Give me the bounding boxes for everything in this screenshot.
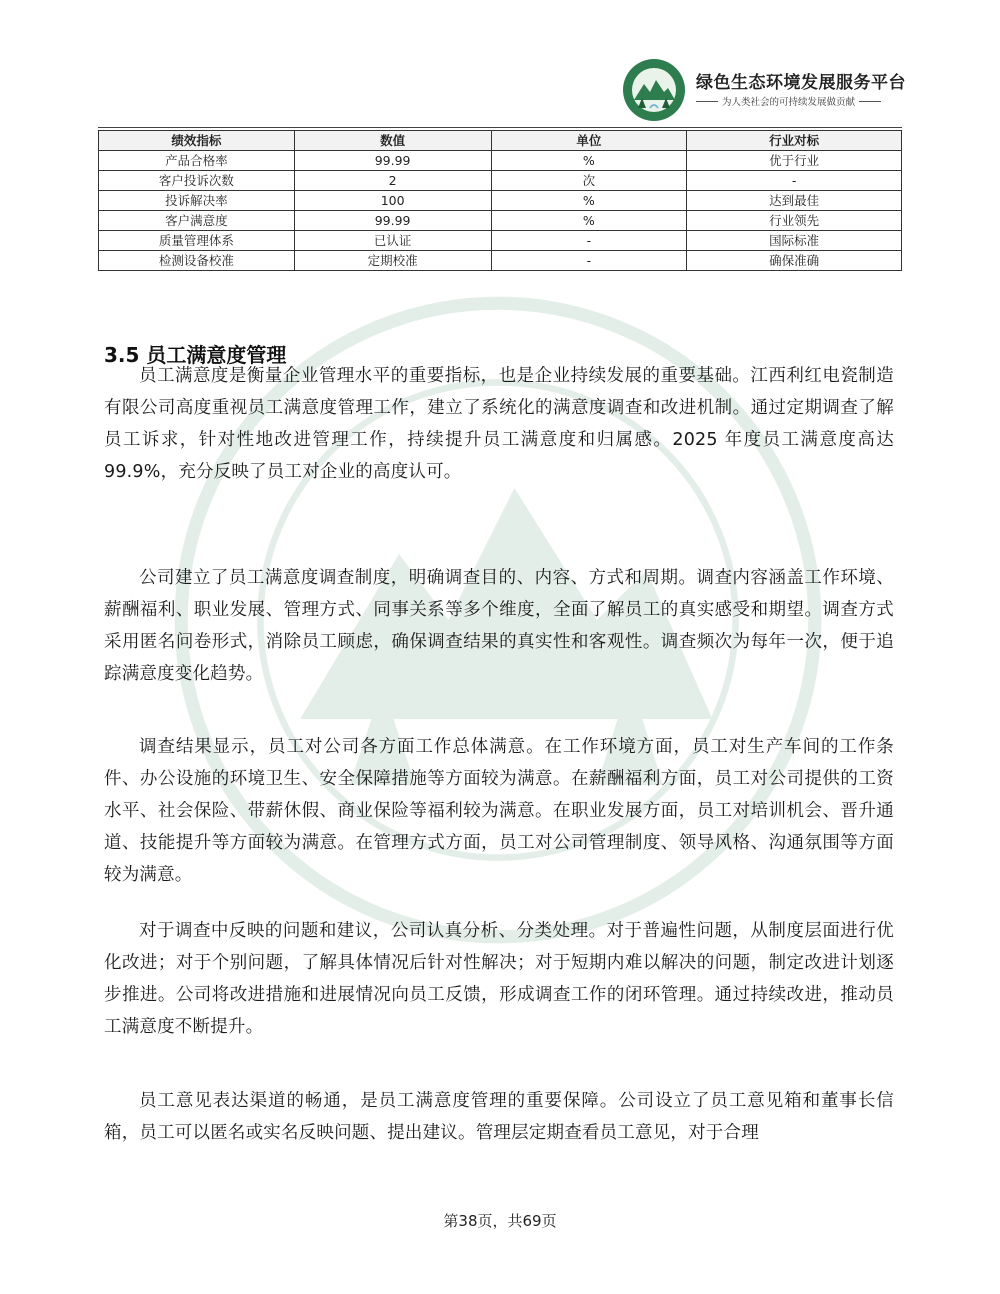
body-paragraph: 员工满意度是衡量企业管理水平的重要指标，也是企业持续发展的重要基础。江西利红电瓷制造有限公司高度重视员工满意度管理工作，建立了系统化的满意度调查和改进机制。通过定期调查了解员工诉求，针对性地改进管理工作，持续提升员工满意度和归属感。2025 年度员工满意度高达 99.9%，充分反映了员工对企业的高度认可。 (104, 366, 894, 482)
table-cell: 定期校准 (294, 251, 491, 271)
table-cell: 2 (294, 171, 491, 191)
table-row (99, 191, 902, 211)
table-cell: 99.99 (294, 151, 491, 171)
table-cell: % (491, 191, 687, 211)
column-header: 行业对标 (687, 131, 902, 151)
table-cell: 客户投诉次数 (99, 171, 295, 191)
table-cell: 次 (491, 171, 687, 191)
table-row (99, 171, 902, 191)
performance-metrics-table (98, 130, 902, 271)
table-row (99, 231, 902, 251)
table-cell: 投诉解决率 (99, 191, 295, 211)
column-header: 绩效指标 (99, 131, 295, 151)
table-cell: % (491, 151, 687, 171)
body-paragraph: 员工意见表达渠道的畅通，是员工满意度管理的重要保障。公司设立了员工意见箱和董事长信箱，员工可以匿名或实名反映问题、提出建议。管理层定期查看员工意见，对于合理 (104, 1091, 894, 1143)
page-number: 第38页，共69页 (443, 1212, 557, 1230)
table-cell: - (491, 251, 687, 271)
table-cell: 100 (294, 191, 491, 211)
slogan-dash-right (859, 101, 881, 102)
table-cell: - (491, 231, 687, 251)
brand-slogan-text: 为人类社会的可持续发展做贡献 (722, 97, 856, 108)
table-row (99, 211, 902, 231)
body-paragraph: 公司建立了员工满意度调查制度，明确调查目的、内容、方式和周期。调查内容涵盖工作环境、薪酬福利、职业发展、管理方式、同事关系等多个维度，全面了解员工的真实感受和期望。调查方式采用匿名问卷形式，消除员工顾虑，确保调查结果的真实性和客观性。调查频次为每年一次，便于追踪满意度变化趋势。 (104, 568, 894, 684)
table-cell: 国际标准 (687, 231, 902, 251)
table-cell: 客户满意度 (99, 211, 295, 231)
table-cell: 优于行业 (687, 151, 902, 171)
table-cell: 已认证 (294, 231, 491, 251)
table-header-row (99, 131, 902, 151)
table-cell: 检测设备校准 (99, 251, 295, 271)
table-row (99, 251, 902, 271)
table-cell: 质量管理体系 (99, 231, 295, 251)
table-cell: 达到最佳 (687, 191, 902, 211)
table-cell: 确保准确 (687, 251, 902, 271)
page-header (622, 58, 906, 122)
table-cell: 行业领先 (687, 211, 902, 231)
platform-logo (622, 58, 686, 122)
body-paragraph: 调查结果显示，员工对公司各方面工作总体满意。在工作环境方面，员工对生产车间的工作条件、办公设施的环境卫生、安全保障措施等方面较为满意。在薪酬福利方面，员工对公司提供的工资水平、社会保险、带薪休假、商业保险等福利较为满意。在职业发展方面，员工对培训机会、晋升通道、技能提升等方面较为满意。在管理方式方面，员工对公司管理制度、领导风格、沟通氛围等方面较为满意。 (104, 737, 894, 885)
table-row (99, 151, 902, 171)
brand-title: 绿色生态环境发展服务平台 (696, 73, 906, 93)
section-title: 3.5 员工满意度管理 (104, 342, 287, 367)
column-header: 单位 (491, 131, 687, 151)
header-divider (98, 127, 902, 128)
table-cell: 99.99 (294, 211, 491, 231)
table-cell: % (491, 211, 687, 231)
brand-slogan (696, 94, 881, 108)
slogan-dash-left (696, 101, 718, 102)
table-cell: - (687, 171, 902, 191)
table-cell: 产品合格率 (99, 151, 295, 171)
column-header: 数值 (294, 131, 491, 151)
body-paragraph: 对于调查中反映的问题和建议，公司认真分析、分类处理。对于普遍性问题，从制度层面进行优化改进；对于个别问题，了解具体情况后针对性解决；对于短期内难以解决的问题，制定改进计划逐步推进。公司将改进措施和进展情况向员工反馈，形成调查工作的闭环管理。通过持续改进，推动员工满意度不断提升。 (104, 921, 894, 1037)
